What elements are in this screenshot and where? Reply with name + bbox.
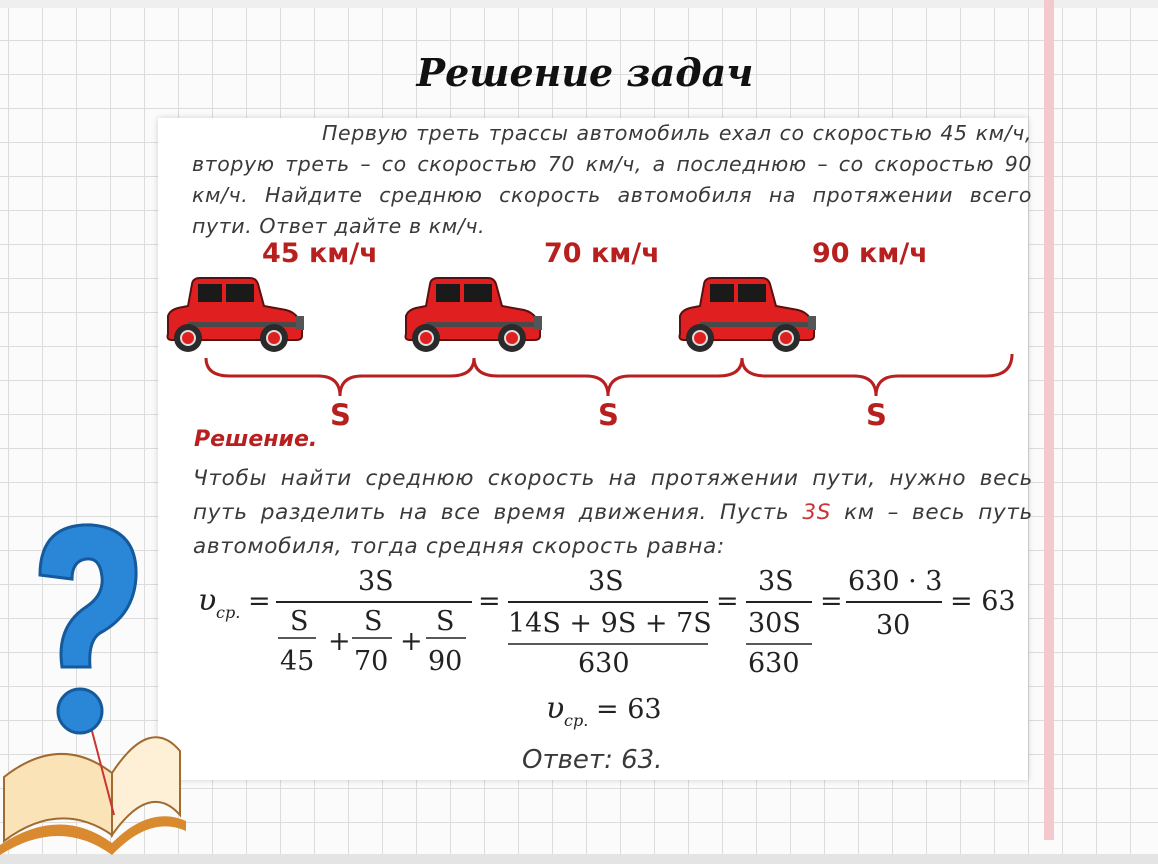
formula-block	[180, 560, 1040, 750]
segment-label-3: S	[866, 398, 887, 432]
question-mark-icon	[40, 525, 136, 733]
segment-braces	[200, 352, 1020, 402]
fraction-3-sum: 30S	[748, 608, 801, 639]
open-book-icon	[0, 731, 186, 855]
sub-fraction-3-num: S	[436, 606, 455, 637]
equals-sign: =	[248, 586, 271, 617]
solution-text-part2: км – весь путь автомобиля, тогда средняя скорость равна:	[193, 500, 1033, 559]
solution-highlight: 3S	[802, 500, 832, 525]
sub-fraction-1-num: S	[290, 606, 309, 637]
margin-line	[1044, 0, 1054, 840]
velocity-subscript: ср.	[216, 603, 241, 622]
solution-heading: Решение.	[194, 427, 318, 452]
solution-text-part1: Чтобы найти среднюю скорость на протяжении пути, нужно весь путь разделить на все время движения. Пусть	[193, 466, 1033, 525]
car-icon	[158, 276, 308, 356]
equals-sign: =	[716, 586, 739, 617]
fraction-1-numerator: 3S	[358, 566, 394, 597]
solution-text	[193, 462, 1033, 564]
fraction-2-numerator: 3S	[588, 566, 624, 597]
car-icon	[670, 276, 820, 356]
segment-label-1: S	[330, 398, 351, 432]
fraction-2-sum: 14S + 9S + 7S	[508, 608, 712, 639]
velocity-symbol: υ	[198, 583, 217, 618]
equals-sign: =	[820, 586, 843, 617]
slide-title: Решение задач	[416, 50, 754, 95]
sub-fraction-2-num: S	[364, 606, 383, 637]
sub-fraction-2-den: 70	[354, 646, 389, 677]
sub-fraction-1-den: 45	[280, 646, 315, 677]
equals-sign: =	[478, 586, 501, 617]
brace-segment-3	[742, 354, 1012, 396]
brace-segment-1	[206, 358, 474, 396]
fraction-4-numerator: 630 · 3	[848, 566, 943, 597]
problem-text: Первую треть трассы автомобиль ехал со скоростью 45 км/ч, вторую треть – со скоростью 70 км/ч, а последнюю – со скоростью 90 км/ч. Найдите среднюю скорость автомобиля на протяжении всего пути. Ответ дайте в км/ч.	[192, 121, 1032, 238]
sub-fraction-3-den: 90	[428, 646, 463, 677]
final-result: = 63	[596, 694, 662, 725]
answer-text: Ответ: 63.	[522, 745, 663, 775]
speed-label-3: 90 км/ч	[812, 238, 928, 269]
speed-label-1: 45 км/ч	[262, 238, 378, 269]
result: = 63	[950, 586, 1016, 617]
plus-sign: +	[400, 626, 423, 657]
velocity-symbol: υ	[546, 691, 565, 726]
velocity-subscript: ср.	[564, 711, 589, 730]
fraction-2-den: 630	[578, 648, 630, 679]
speed-label-2: 70 км/ч	[544, 238, 660, 269]
fraction-3-den: 630	[748, 648, 800, 679]
segment-label-2: S	[598, 398, 619, 432]
brace-segment-2	[474, 358, 742, 396]
frame-top	[0, 0, 1158, 8]
question-book-decoration	[0, 515, 200, 860]
car-icon	[396, 276, 546, 356]
plus-sign: +	[328, 626, 351, 657]
fraction-3-numerator: 3S	[758, 566, 794, 597]
fraction-4-den: 30	[876, 610, 911, 641]
